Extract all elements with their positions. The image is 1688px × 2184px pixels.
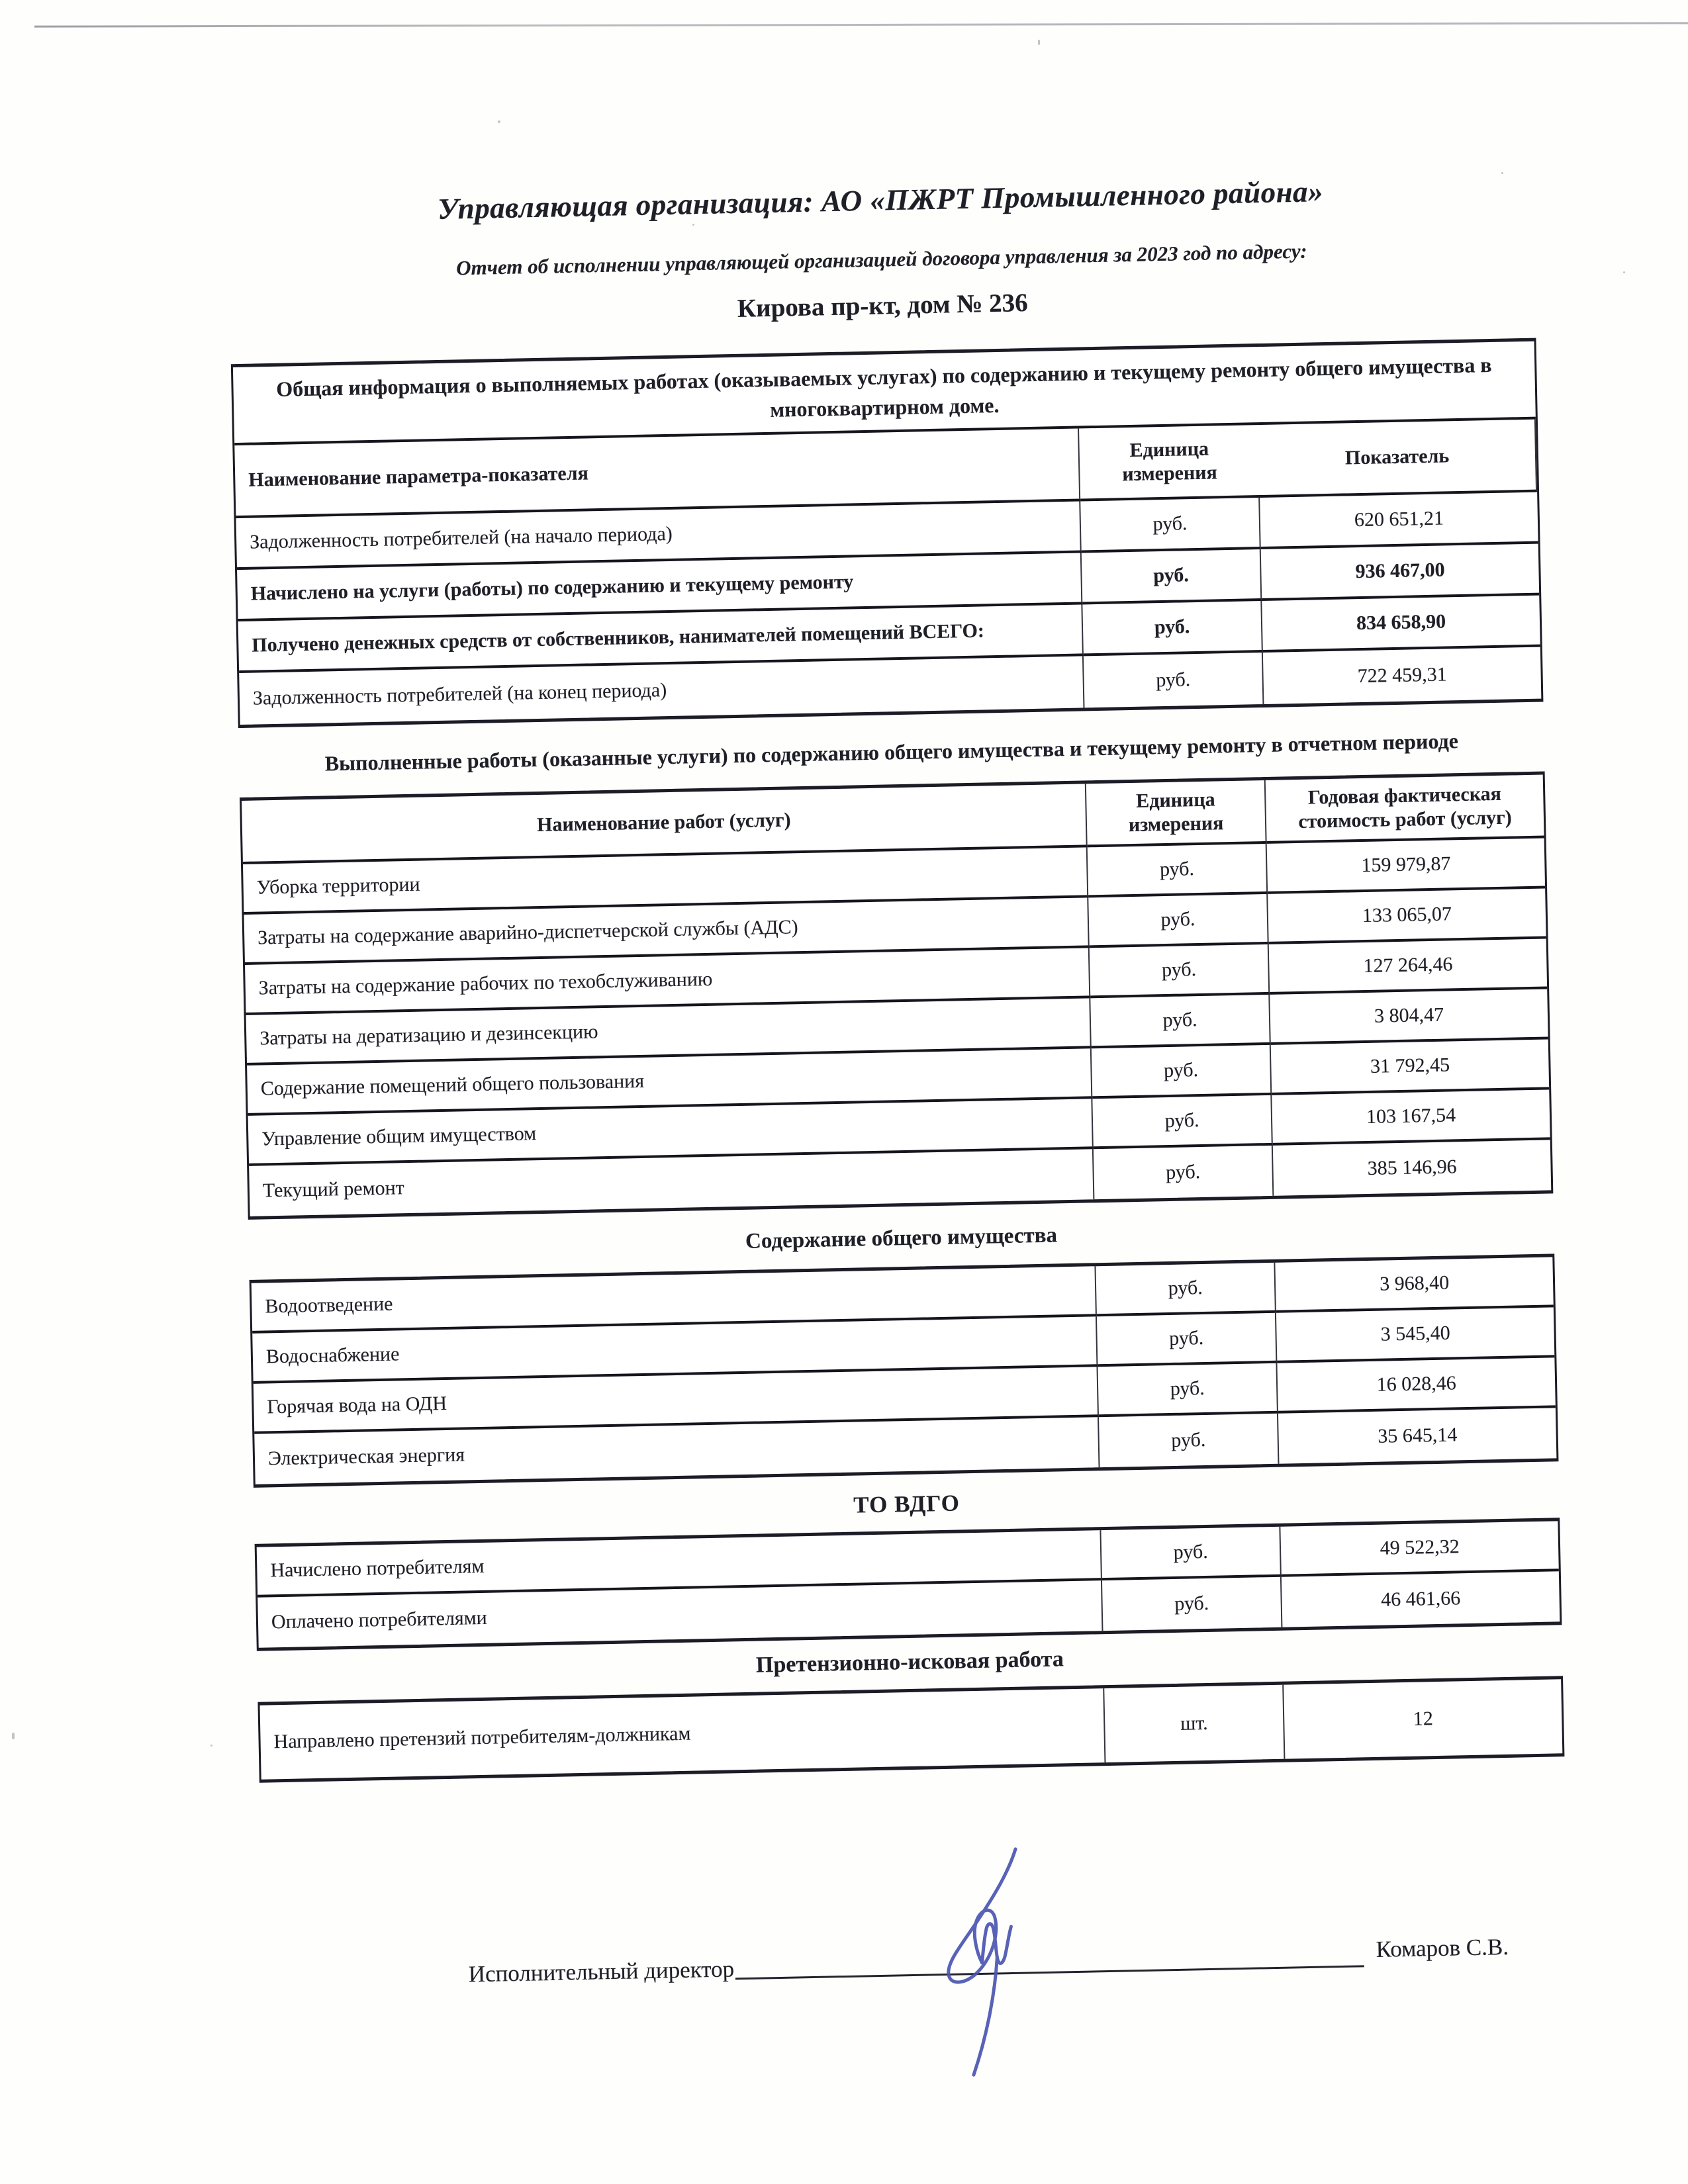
column-header-value: Показатель — [1258, 420, 1537, 498]
row-name-cell: Задолженность потребителей (на начало периода) — [236, 501, 1081, 570]
row-name-cell: Водоснабжение — [252, 1316, 1098, 1384]
row-name-cell: Управление общим имуществом — [248, 1099, 1094, 1166]
row-name-cell: Текущий ремонт — [249, 1149, 1094, 1216]
row-name-cell: Водоотведение — [252, 1266, 1097, 1334]
section-heading-vdgo: ТО ВДГО — [853, 1490, 961, 1518]
vdgo-table — [255, 1518, 1562, 1651]
signature-signer-name: Комаров С.В. — [1376, 1933, 1509, 1962]
row-unit-cell: руб. — [1096, 1263, 1276, 1316]
row-unit-cell: руб. — [1088, 844, 1268, 897]
row-name-cell: Задолженность потребителей (на конец периода) — [239, 656, 1084, 725]
section-heading-maintenance: Содержание общего имущества — [745, 1223, 1058, 1253]
row-unit-cell: руб. — [1082, 601, 1263, 656]
row-value-cell: 620 651,21 — [1260, 492, 1538, 549]
signature-line — [735, 1934, 1364, 1979]
row-name-cell: Получено денежных средств от собственников, нанимателей помещений ВСЕГО: — [238, 604, 1084, 673]
row-unit-cell: руб. — [1088, 894, 1269, 948]
row-name-cell: Содержание помещений общего пользования — [247, 1048, 1092, 1116]
row-name-cell: Затраты на дератизацию и дезинсекцию — [246, 998, 1092, 1066]
signature-role-label: Исполнительный директор — [468, 1956, 735, 1987]
table-caption: Общая информация о выполняемых работах (оказываемых услугах) по содержанию и текущему ремонту общего имущества в многоквартирном доме. — [233, 341, 1536, 445]
row-name-cell: Затраты на содержание рабочих по техобслуживанию — [245, 948, 1090, 1015]
row-value-cell: 46 461,66 — [1380, 1587, 1461, 1611]
scan-speck — [211, 1745, 212, 1747]
row-value-cell: 159 979,87 — [1267, 839, 1545, 894]
column-header-unit: Единица измерения — [1079, 425, 1260, 501]
row-unit-cell: руб. — [1080, 498, 1261, 553]
row-name-cell: Оплачено потребителями — [258, 1580, 1103, 1648]
row-unit-cell: руб. — [1099, 1414, 1280, 1467]
row-name-cell: Уборка территории — [243, 847, 1088, 915]
signature-block — [263, 1934, 1569, 1993]
row-unit-cell: руб. — [1092, 1095, 1273, 1149]
row-name-cell: Начислено потребителям — [257, 1530, 1102, 1598]
section-heading-claims: Претензионно-исковая работа — [755, 1647, 1064, 1678]
row-value-cell: 3 804,47 — [1270, 989, 1548, 1044]
report-subtitle: Отчет об исполнении управляющей организацией договора управления за 2023 год по адресу: — [455, 239, 1307, 280]
column-header-name: Наименование параметра-показателя — [234, 428, 1080, 518]
row-unit-cell: шт. — [1104, 1685, 1285, 1762]
claims-table — [258, 1676, 1564, 1783]
row-value-cell: 103 167,54 — [1272, 1089, 1550, 1145]
column-header-unit: Единица измерения — [1086, 780, 1267, 847]
row-unit-cell: руб. — [1101, 1527, 1282, 1580]
row-value-cell: 722 459,31 — [1357, 663, 1448, 688]
row-value-cell: 16 028,46 — [1278, 1357, 1556, 1413]
report-content — [224, 0, 1569, 1993]
row-unit-cell: руб. — [1098, 1363, 1278, 1417]
maintenance-table — [250, 1253, 1559, 1488]
row-name-cell: Направлено претензий потребителям-должникам — [259, 1688, 1105, 1780]
row-value-cell: 3 968,40 — [1276, 1257, 1554, 1312]
row-unit-cell: руб. — [1082, 549, 1262, 604]
row-value-cell: 127 264,46 — [1269, 938, 1547, 994]
row-unit-cell: руб. — [1090, 995, 1271, 1048]
handwritten-signature — [928, 1844, 1049, 2079]
row-value-cell: 35 645,14 — [1377, 1424, 1458, 1447]
row-unit-cell: руб. — [1094, 1146, 1274, 1199]
page-title: Управляющая организация: АО «ПЖРТ Промышленного района» — [437, 175, 1324, 226]
scan-speck — [1623, 271, 1625, 273]
section-heading-works: Выполненные работы (оказанные услуги) по содержанию общего имущества и текущему ремонту в отчетном периоде — [324, 729, 1459, 776]
row-value-cell: 31 792,45 — [1271, 1039, 1549, 1095]
row-name-cell: Электрическая энергия — [254, 1417, 1100, 1484]
row-value-cell: 12 — [1413, 1707, 1434, 1730]
row-name-cell: Горячая вода на ОДН — [254, 1367, 1099, 1434]
row-value-cell: 385 146,96 — [1367, 1156, 1457, 1179]
row-name-cell: Затраты на содержание аварийно-диспетчерской службы (АДС) — [244, 897, 1090, 965]
row-value-cell: 49 522,32 — [1281, 1521, 1559, 1576]
building-address: Кирова пр-кт, дом № 236 — [737, 289, 1029, 323]
row-unit-cell: руб. — [1092, 1045, 1272, 1099]
column-header-name: Наименование работ (услуг) — [242, 784, 1088, 864]
row-unit-cell: руб. — [1090, 944, 1270, 998]
column-header-value: Годовая фактическая стоимость работ (услуг) — [1266, 775, 1544, 844]
works-table — [240, 771, 1553, 1219]
general-info-table — [231, 338, 1544, 728]
row-value-cell: 3 545,40 — [1276, 1307, 1554, 1363]
row-value-cell: 834 658,90 — [1262, 596, 1540, 653]
row-unit-cell: руб. — [1102, 1577, 1283, 1631]
row-name-cell: Начислено на услуги (работы) по содержанию и текущему ремонту — [237, 553, 1082, 621]
scan-speck — [12, 1733, 15, 1739]
row-unit-cell: руб. — [1084, 653, 1264, 707]
row-value-cell: 133 065,07 — [1268, 889, 1546, 944]
row-unit-cell: руб. — [1097, 1313, 1278, 1367]
row-value-cell: 936 467,00 — [1261, 544, 1539, 601]
